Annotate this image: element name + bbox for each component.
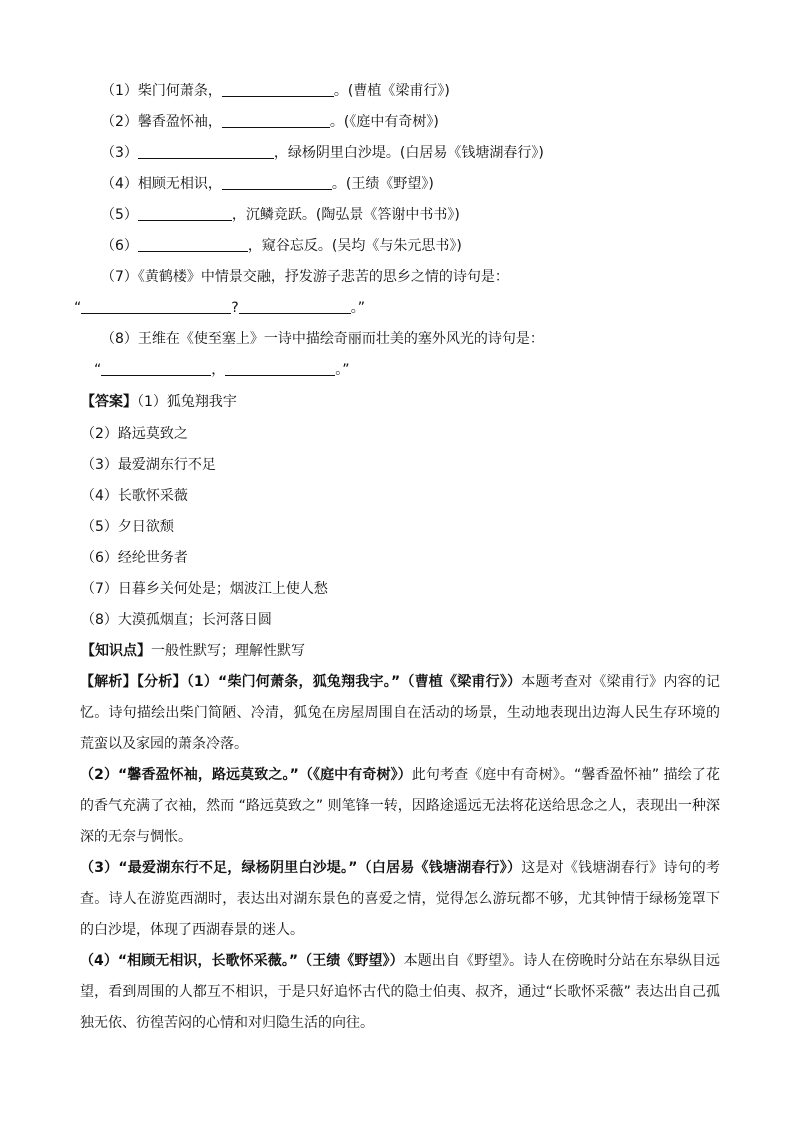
- question-7: （7）《黄鹤楼》中情景交融，抒发游子悲苦的思乡之情的诗句是：: [101, 269, 509, 285]
- question-8: （8）王维在《使至塞上》一诗中描绘奇丽而壮美的塞外风光的诗句是：: [101, 331, 544, 347]
- question-6: [101, 236, 462, 256]
- answer-8: （8）大漠孤烟直；长河落日圆: [81, 612, 272, 628]
- knowledge-label: 【知识点】: [81, 643, 151, 659]
- answer-1: [81, 392, 237, 412]
- answer-5: （5）夕日欲颓: [81, 519, 174, 535]
- answer-blank[interactable]: [222, 175, 332, 190]
- close-quote: 。”: [350, 300, 365, 316]
- answer-blank[interactable]: [81, 299, 231, 314]
- analysis-text: 本题出自《野望》。诗人在傍晚时分站在东皋纵目远望，看到周围的人都互不相识，于是只好追怀古代的隐士伯夷、叔齐，通过“长歌怀采薇” 表达出自己孤独无依、彷徨苦闷的心情和对归隐生活的向往。: [80, 953, 720, 1031]
- question-2: [101, 112, 439, 132]
- question-source: 。(曹植《梁甫行》): [333, 83, 450, 99]
- answer-text: （1）狐兔翔我宇: [137, 394, 237, 410]
- open-quote: “: [74, 300, 82, 316]
- separator: ?: [231, 300, 239, 316]
- answer-4: （4）长歌怀采薇: [81, 488, 188, 504]
- analysis-paragraph-2: [80, 760, 720, 853]
- analysis-paragraph-1: [80, 667, 720, 760]
- knowledge-point: [81, 641, 305, 661]
- knowledge-text: 一般性默写；理解性默写: [151, 643, 305, 659]
- question-number: （1）: [101, 83, 138, 99]
- analysis-quote: （2）“馨香盈怀袖，路远莫致之。”（《庭中有奇树》）: [80, 767, 412, 783]
- answer-blank[interactable]: [101, 361, 211, 376]
- question-8-blanks: [94, 360, 350, 380]
- question-number: （6）: [101, 238, 138, 254]
- answer-blank[interactable]: [222, 82, 334, 97]
- question-number: （2）: [101, 114, 138, 130]
- question-3: [101, 143, 544, 163]
- answer-blank[interactable]: [239, 299, 351, 314]
- answer-blank[interactable]: [222, 113, 330, 128]
- analysis-text: 此句考查《庭中有奇树》。“馨香盈怀袖” 描绘了花的香气充满了衣袖，然而 “路远莫致之” 则笔锋一转，因路途遥远无法将花送给思念之人，表现出一种深深的无奈与惆怅。: [80, 767, 720, 845]
- question-1: [101, 81, 450, 101]
- analysis-section: [80, 667, 720, 1039]
- question-number: （3）: [101, 145, 138, 161]
- analysis-quote: （3）“最爱湖东行不足，绿杨阴里白沙堤。”（白居易《钱塘湖春行》）: [80, 860, 522, 876]
- question-text: 相顾无相识，: [137, 176, 222, 192]
- question-4: [101, 174, 434, 194]
- answer-blank[interactable]: [138, 144, 274, 159]
- analysis-label: 【解析】: [80, 674, 137, 690]
- analysis-text: 本题考查对《梁甫行》内容的记忆。诗句描绘出柴门简陋、冷清，狐兔在房屋周围自在活动的场景，生动地表现出边海人民生存环境的荒蛮以及家园的萧条冷落。: [80, 674, 721, 752]
- answer-3: （3）最爱湖东行不足: [81, 457, 216, 473]
- question-text: 馨香盈怀袖，: [137, 114, 222, 130]
- question-5: [101, 205, 460, 225]
- analysis-text: 这是对《钱塘湖春行》诗句的考查。诗人在游览西湖时，表达出对湖东景色的喜爱之情，觉得怎么游玩都不够，尤其钟情于绿杨笼罩下的白沙堤，体现了西湖春景的迷人。: [80, 860, 720, 938]
- close-quote: 。”: [335, 362, 350, 378]
- answer-blank[interactable]: [138, 237, 248, 252]
- analysis-quote: （1）“柴门何萧条，狐兔翔我宇。”（曹植《梁甫行》）: [186, 674, 522, 690]
- analysis-sublabel: 【分析】: [136, 674, 187, 690]
- question-number: （4）: [101, 176, 138, 192]
- question-source: 。(王绩《野望》): [331, 176, 434, 192]
- question-number: （5）: [101, 207, 138, 223]
- answer-6: （6）经纶世务者: [81, 550, 188, 566]
- answer-2: （2）路远莫致之: [81, 426, 188, 442]
- analysis-quote: （4）“相顾无相识，长歌怀采薇。”（王绩《野望》）: [80, 953, 404, 969]
- question-7-blanks: [74, 298, 365, 318]
- question-text: 柴门何萧条，: [137, 83, 222, 99]
- answer-blank[interactable]: [138, 206, 232, 221]
- analysis-paragraph-3: [80, 853, 720, 946]
- open-quote: “: [94, 362, 102, 378]
- answer-blank[interactable]: [225, 361, 335, 376]
- question-source: ，绿杨阴里白沙堤。(白居易《钱塘湖春行》): [273, 145, 544, 161]
- separator: ，: [211, 362, 226, 378]
- question-source: ，沉鳞竞跃。(陶弘景《答谢中书书》): [231, 207, 460, 223]
- answer-label: 【答案】: [81, 394, 137, 410]
- question-source: ，窥谷忘反。(吴均《与朱元思书》): [247, 238, 462, 254]
- answer-7: （7）日暮乡关何处是；烟波江上使人愁: [81, 581, 328, 597]
- question-source: 。(《庭中有奇树》): [329, 114, 439, 130]
- analysis-paragraph-4: [80, 946, 720, 1039]
